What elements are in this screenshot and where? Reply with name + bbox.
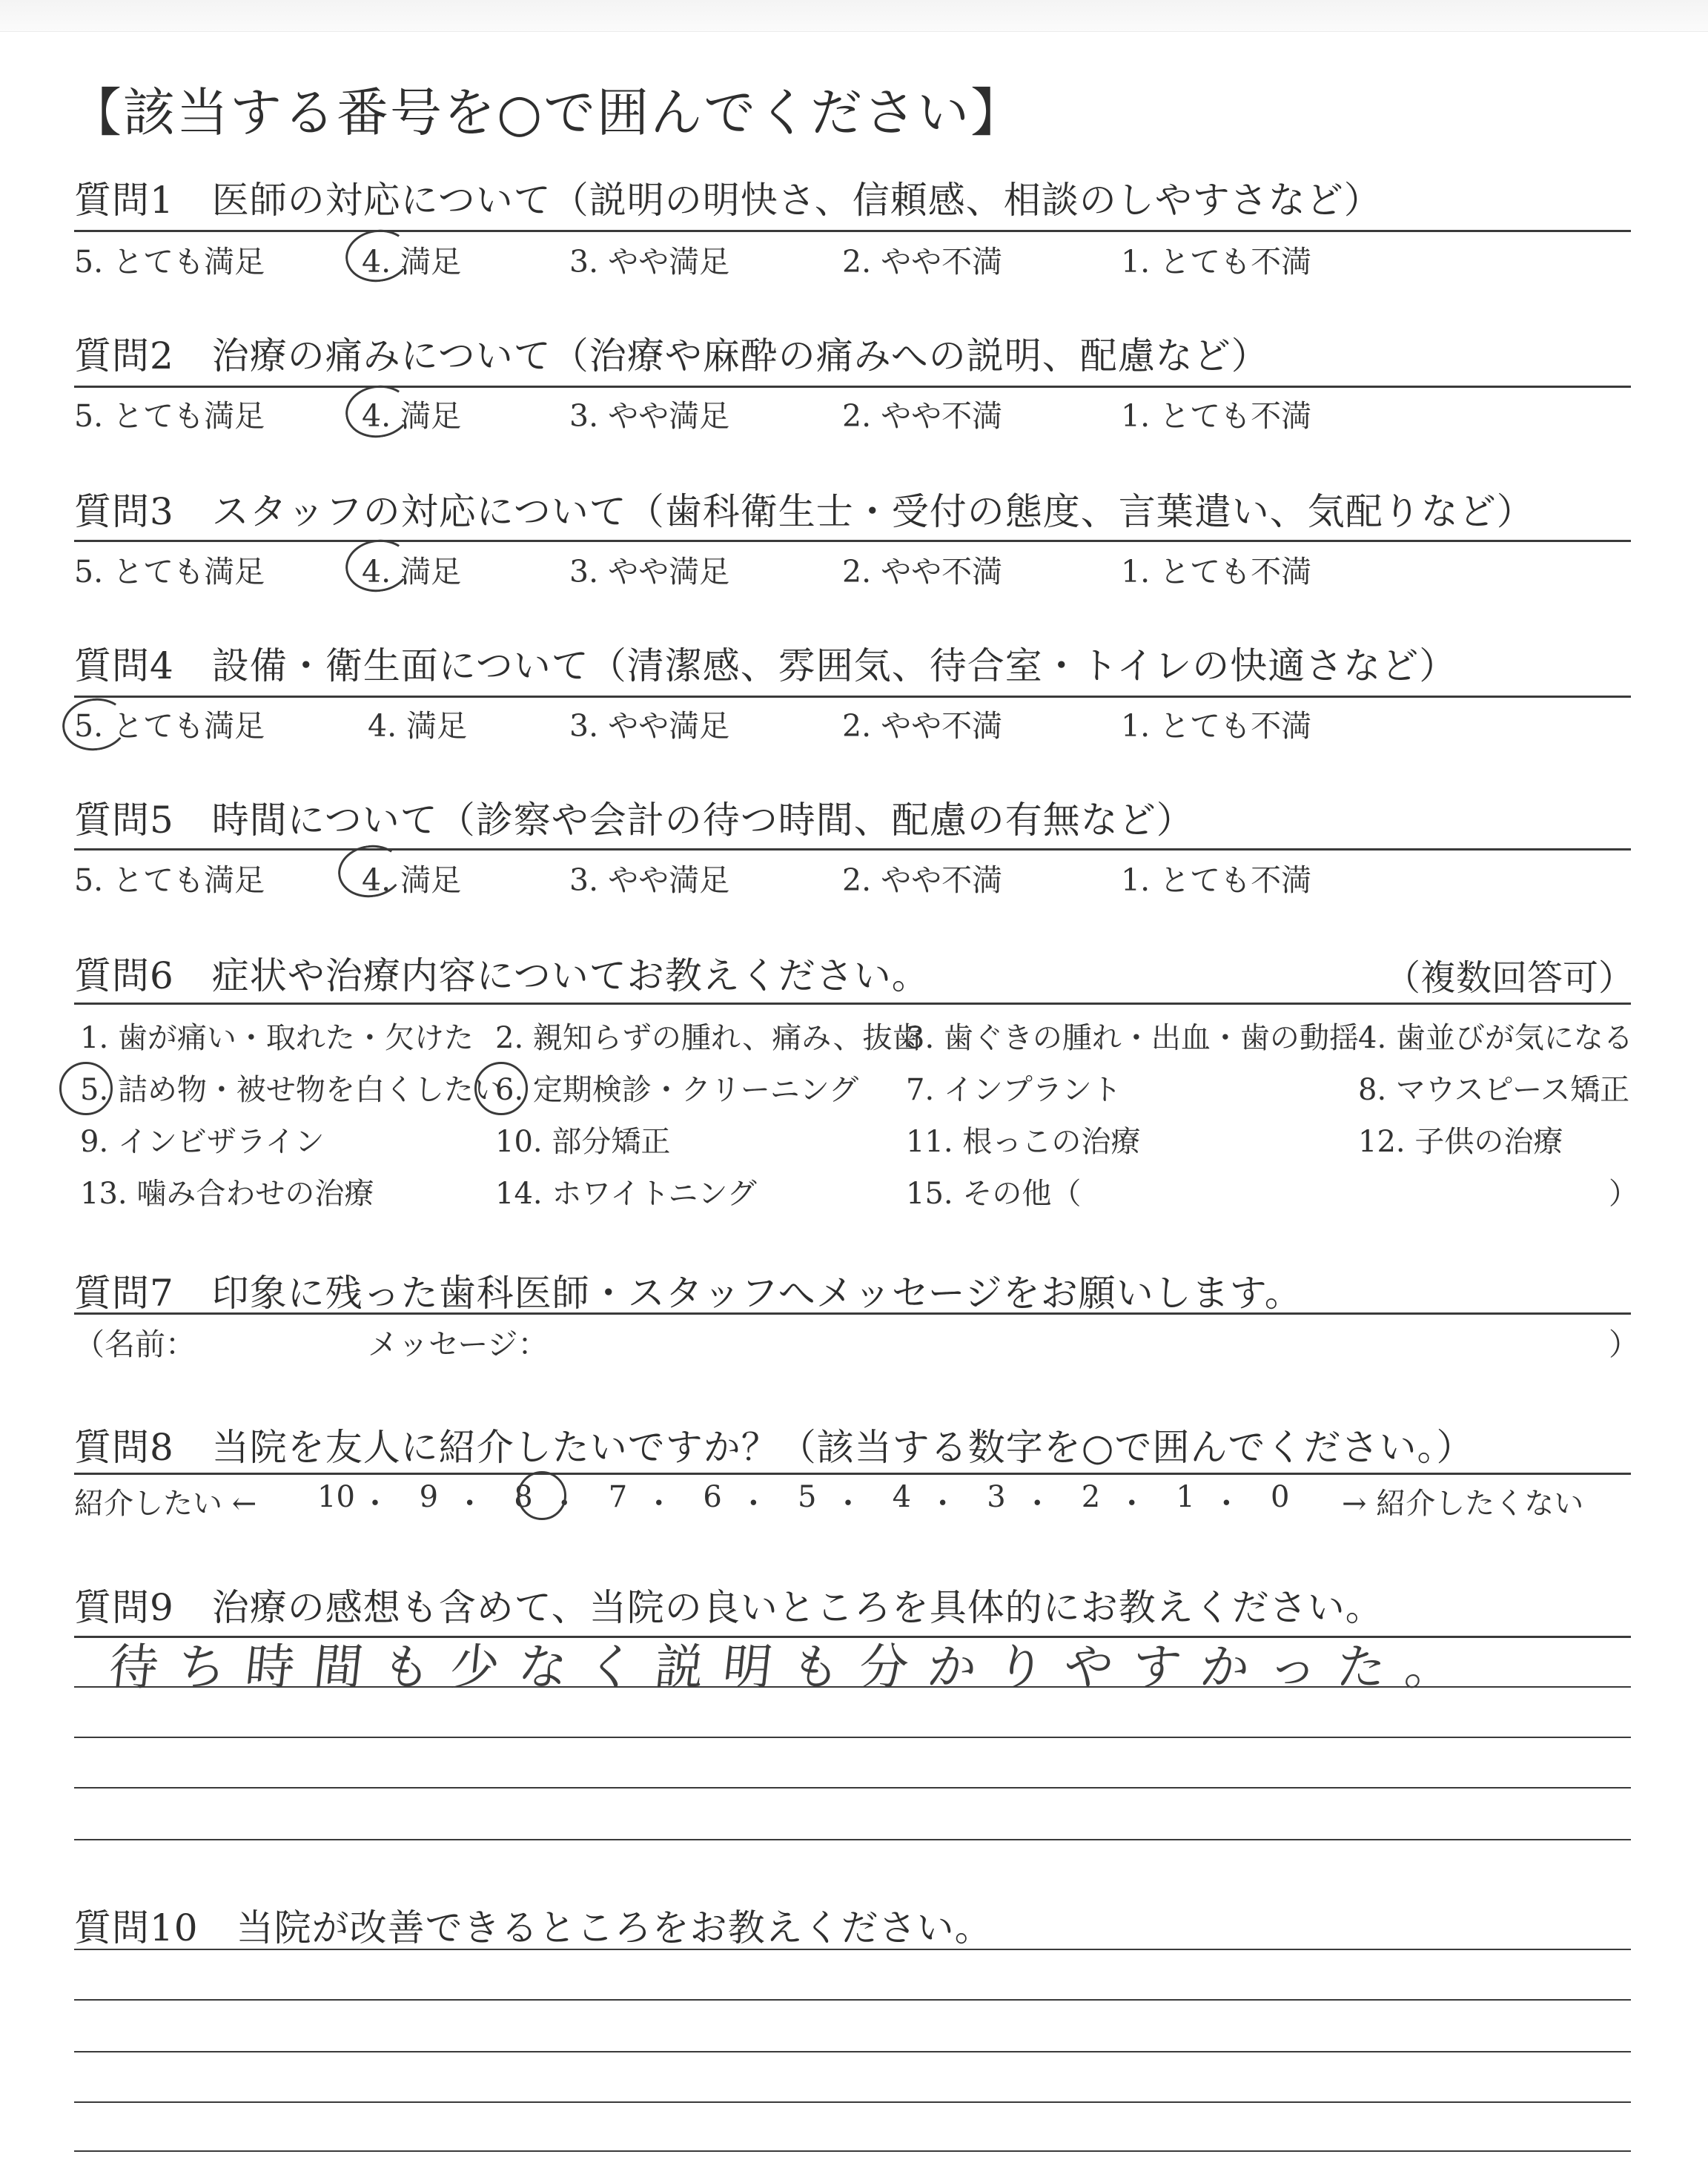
q7-rule xyxy=(74,1312,1631,1315)
q8-scale-value-4[interactable]: 4 xyxy=(892,1480,912,1514)
q2-option-5[interactable]: 5. とても満足 xyxy=(74,398,265,434)
q8-selection-circle xyxy=(517,1471,566,1520)
q6-selection-circle-6 xyxy=(474,1062,528,1115)
q9-title: 質問9 治療の感想も含めて、当院の良いところを具体的にお教えください。 xyxy=(74,1586,1383,1629)
q6-option-13[interactable]: 13. 噛み合わせの治療 xyxy=(80,1177,374,1211)
q4-option-3[interactable]: 3. やや満足 xyxy=(569,708,730,744)
q9-rule-4 xyxy=(74,1787,1631,1789)
q10-rule-3 xyxy=(74,2051,1631,2052)
q8-scale-separator: ・ xyxy=(643,1487,674,1521)
q6-other-close-paren: ） xyxy=(1609,1177,1638,1211)
q8-scale-separator: ・ xyxy=(360,1487,390,1521)
q8-scale-value-0[interactable]: 0 xyxy=(1271,1480,1290,1514)
q8-scale-value-3[interactable]: 3 xyxy=(987,1480,1006,1514)
q8-scale-value-10[interactable]: 10 xyxy=(317,1480,355,1514)
q6-selection-circle-5 xyxy=(59,1062,113,1115)
q2-option-4[interactable]: 4. 満足 xyxy=(362,398,462,434)
q9-rule-2 xyxy=(74,1686,1631,1688)
q8-scale-separator: ・ xyxy=(1116,1487,1147,1521)
q3-title: 質問3 スタッフの対応について（歯科衛生士・受付の態度、言葉遣い、気配りなど） xyxy=(74,490,1535,533)
q8-scale-separator: ・ xyxy=(738,1487,769,1521)
q4-option-5[interactable]: 5. とても満足 xyxy=(74,708,265,744)
q10-rule-5 xyxy=(74,2150,1631,2152)
q6-option-4[interactable]: 4. 歯並びが気になる xyxy=(1358,1021,1633,1055)
q4-option-2[interactable]: 2. やや不満 xyxy=(842,708,1003,744)
q6-option-2[interactable]: 2. 親知らずの腫れ、痛み、抜歯 xyxy=(495,1021,922,1055)
q8-scale-value-2[interactable]: 2 xyxy=(1081,1480,1101,1514)
q1-option-4[interactable]: 4. 満足 xyxy=(362,244,462,280)
q10-rule-2 xyxy=(74,1999,1631,2001)
q6-rule xyxy=(74,1003,1631,1005)
q6-option-10[interactable]: 10. 部分矯正 xyxy=(495,1125,671,1159)
q2-option-3[interactable]: 3. やや満足 xyxy=(569,398,730,434)
q6-option-11[interactable]: 11. 根っこの治療 xyxy=(906,1125,1141,1159)
q6-option-3[interactable]: 3. 歯ぐきの腫れ・出血・歯の動揺 xyxy=(906,1021,1359,1055)
q5-option-5[interactable]: 5. とても満足 xyxy=(74,862,265,898)
q6-option-12[interactable]: 12. 子供の治療 xyxy=(1358,1125,1563,1159)
q6-option-9[interactable]: 9. インビザライン xyxy=(80,1125,325,1159)
q5-option-2[interactable]: 2. やや不満 xyxy=(842,862,1003,898)
q8-scale-separator: ・ xyxy=(927,1487,958,1521)
q4-title: 質問4 設備・衛生面について（清潔感、雰囲気、待合室・トイレの快適さなど） xyxy=(74,644,1457,687)
q3-option-2[interactable]: 2. やや不満 xyxy=(842,554,1003,589)
instructions-header: 【該当する番号を○で囲んでください】 xyxy=(70,82,1025,143)
q8-left-label: 紹介したい ← xyxy=(74,1487,257,1521)
q6-option-5[interactable]: 5. 詰め物・被せ物を白くしたい xyxy=(80,1073,503,1107)
q1-option-5[interactable]: 5. とても満足 xyxy=(74,244,265,280)
q1-option-2[interactable]: 2. やや不満 xyxy=(842,244,1003,280)
q2-title: 質問2 治療の痛みについて（治療や麻酔の痛みへの説明、配慮など） xyxy=(74,334,1269,377)
q1-option-3[interactable]: 3. やや満足 xyxy=(569,244,730,280)
q10-rule-4 xyxy=(74,2101,1631,2103)
q1-title: 質問1 医師の対応について（説明の明快さ、信頼感、相談のしやすさなど） xyxy=(74,179,1382,222)
q1-rule xyxy=(74,230,1631,232)
q8-right-label: → 紹介したくない xyxy=(1342,1487,1584,1521)
q8-scale-separator: ・ xyxy=(1022,1487,1053,1521)
q2-option-1[interactable]: 1. とても不満 xyxy=(1121,398,1312,434)
q6-multiple-answers-note: （複数回答可） xyxy=(1384,957,1634,999)
q8-scale-value-6[interactable]: 6 xyxy=(703,1480,722,1514)
q1-option-1[interactable]: 1. とても不満 xyxy=(1121,244,1312,280)
q6-option-7[interactable]: 7. インプラント xyxy=(906,1073,1122,1107)
q6-option-6[interactable]: 6. 定期検診・クリーニング xyxy=(495,1073,859,1107)
q8-scale-value-1[interactable]: 1 xyxy=(1176,1480,1195,1514)
q8-title: 質問8 当院を友人に紹介したいですか？（該当する数字を○で囲んでください。） xyxy=(74,1426,1474,1469)
q6-option-8[interactable]: 8. マウスピース矯正 xyxy=(1358,1073,1630,1107)
q8-scale-separator: ・ xyxy=(454,1487,485,1521)
q8-rule xyxy=(74,1473,1631,1475)
q2-option-2[interactable]: 2. やや不満 xyxy=(842,398,1003,434)
q8-scale-separator: ・ xyxy=(1211,1487,1242,1521)
q4-option-4[interactable]: 4. 満足 xyxy=(368,708,468,744)
q3-option-3[interactable]: 3. やや満足 xyxy=(569,554,730,589)
q9-rule-3 xyxy=(74,1737,1631,1738)
q5-rule xyxy=(74,848,1631,851)
q4-rule xyxy=(74,696,1631,698)
q7-close-paren: ） xyxy=(1609,1327,1639,1362)
q3-option-5[interactable]: 5. とても満足 xyxy=(74,554,265,589)
q7-title: 質問7 印象に残った歯科医師・スタッフへメッセージをお願いします。 xyxy=(74,1272,1302,1315)
q3-rule xyxy=(74,540,1631,542)
q10-rule-1 xyxy=(74,1949,1631,1950)
q2-rule xyxy=(74,386,1631,388)
q5-option-1[interactable]: 1. とても不満 xyxy=(1121,862,1312,898)
q6-option-1[interactable]: 1. 歯が痛い・取れた・欠けた xyxy=(80,1021,474,1055)
q8-scale-separator: ・ xyxy=(833,1487,863,1521)
q9-rule-5 xyxy=(74,1839,1631,1840)
q8-scale-value-5[interactable]: 5 xyxy=(798,1480,817,1514)
q5-option-3[interactable]: 3. やや満足 xyxy=(569,862,730,898)
q8-scale-value-9[interactable]: 9 xyxy=(419,1480,439,1514)
q3-option-1[interactable]: 1. とても不満 xyxy=(1121,554,1312,589)
q6-option-14[interactable]: 14. ホワイトニング xyxy=(495,1177,757,1211)
q4-option-1[interactable]: 1. とても不満 xyxy=(1121,708,1312,744)
q8-scale-value-7[interactable]: 7 xyxy=(608,1480,628,1514)
q5-title: 質問5 時間について（診察や会計の待つ時間、配慮の有無など） xyxy=(74,799,1194,842)
q7-message-label[interactable]: メッセージ： xyxy=(368,1327,549,1362)
q7-name-label[interactable]: （名前： xyxy=(74,1327,196,1362)
q9-handwritten-answer: 待ち時間も少なく説明も分かりやすかった。 xyxy=(106,1639,1477,1696)
q8-scale-value-8[interactable]: 8 xyxy=(514,1480,533,1514)
q3-option-4[interactable]: 4. 満足 xyxy=(362,554,462,589)
q6-title: 質問6 症状や治療内容についてお教えください。 xyxy=(74,954,930,997)
q10-title: 質問10 当院が改善できるところをお教えください。 xyxy=(74,1906,993,1949)
q6-option-15[interactable]: 15. その他（ xyxy=(906,1177,1082,1211)
q8-scale-separator: ・ xyxy=(549,1487,580,1521)
q5-option-4[interactable]: 4. 満足 xyxy=(362,862,462,898)
